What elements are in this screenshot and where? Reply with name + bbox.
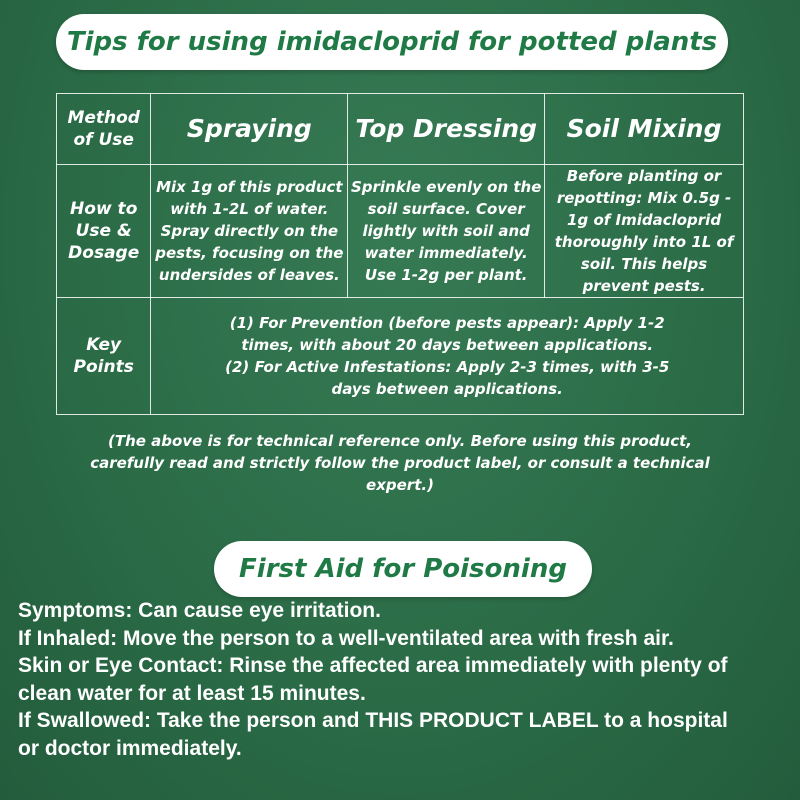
method-spraying: Spraying (151, 94, 348, 165)
first-aid-banner (214, 541, 592, 597)
key-points-cell (151, 298, 744, 415)
key-point-infestation: (2) For Active Infestations: Apply 2-3 times, with 3-5 days between applications. (225, 358, 670, 398)
title-banner (56, 14, 728, 70)
key-point-prevention: (1) For Prevention (before pests appear): Apply 1-2 times, with about 20 days between applications. (229, 314, 665, 354)
first-aid-inhaled: If Inhaled: Move the person to a well-ventilated area with fresh air. (18, 626, 674, 650)
first-aid-list (18, 597, 798, 762)
key-label: Key Points (57, 298, 151, 415)
page-title: Tips for using imidacloprid for potted plants (66, 27, 718, 57)
method-soil-mixing: Soil Mixing (545, 94, 744, 165)
first-aid-symptoms: Symptoms: Can cause eye irritation. (18, 599, 381, 622)
table-row-how-to-use (57, 165, 744, 298)
method-top-dressing: Top Dressing (348, 94, 545, 165)
table-header-row (57, 94, 744, 165)
how-top-dressing: Sprinkle evenly on the soil surface. Cover lightly with soil and water immediately. Use 1-2g per plant. (348, 165, 545, 298)
how-soil-mixing: Before planting or repotting: Mix 0.5g - 1g of Imidacloprid thoroughly into 1L of soil. This helps prevent pests. (545, 165, 744, 298)
table-row-key-points (57, 298, 744, 415)
method-label: Method of Use (57, 94, 151, 165)
first-aid-swallowed: If Swallowed: Take the person and THIS PRODUCT LABEL to a hospital or doctor immediately. (18, 709, 728, 760)
first-aid-title: First Aid for Poisoning (239, 554, 567, 584)
how-label: How to Use & Dosage (57, 165, 151, 298)
usage-table (56, 93, 744, 415)
disclaimer: (The above is for technical reference only. Before using this product, carefully read and strictly follow the product label, or consult a technical expert.) (90, 432, 710, 494)
how-spraying: Mix 1g of this product with 1-2L of water. Spray directly on the pests, focusing on the undersides of leaves. (151, 165, 348, 298)
first-aid-skin-eye: Skin or Eye Contact: Rinse the affected area immediately with plenty of clean water for at least 15 minutes. (18, 654, 728, 705)
